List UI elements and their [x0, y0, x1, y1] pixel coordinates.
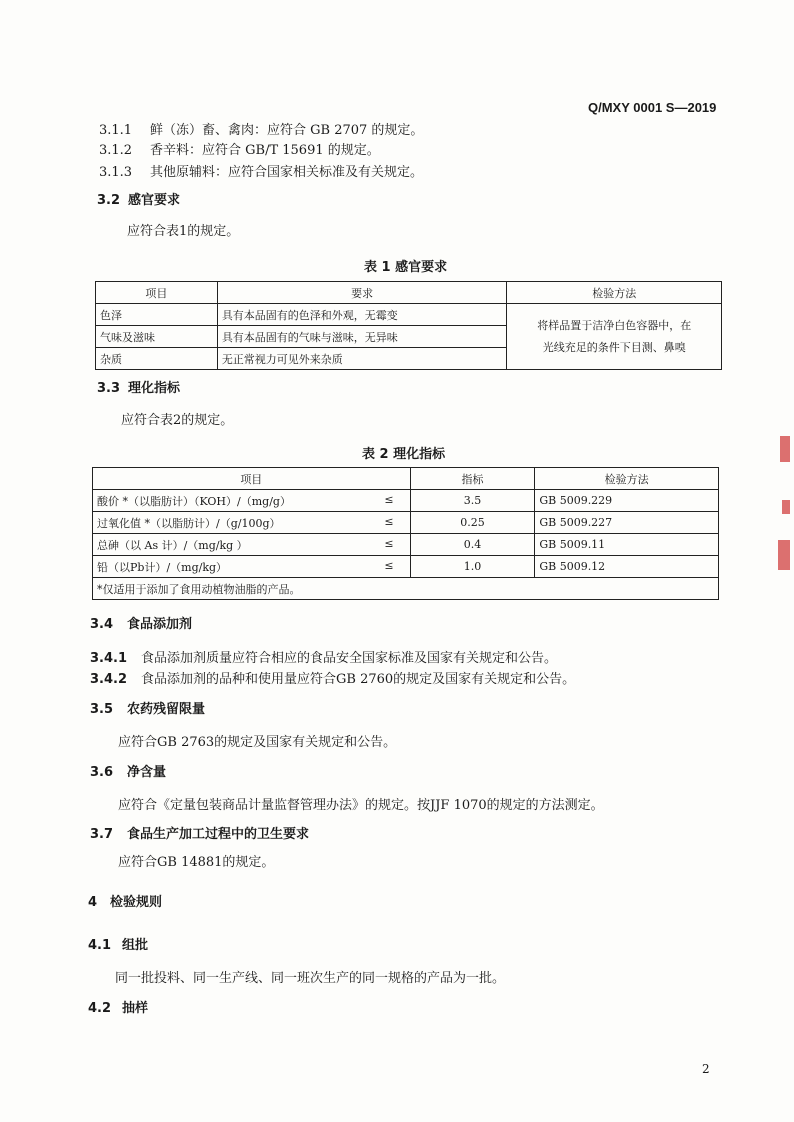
header-cell: 指标: [410, 468, 535, 490]
clause-3-4-2: [90, 668, 575, 687]
heading-number: 3.3: [97, 381, 121, 396]
clause-number: 3.1.2: [99, 143, 133, 158]
method-cell: GB 5009.227: [535, 512, 719, 534]
heading-title: 检验规则: [110, 895, 163, 910]
paragraph-3-2: 应符合表1的规定。: [127, 224, 240, 239]
table2: [92, 467, 719, 600]
paragraph-3-6: 应符合《定量包装商品计量监督管理办法》的规定。按JJF 1070的规定的方法测定。: [118, 798, 604, 813]
clause-3-1-1: [99, 119, 423, 138]
value-cell: 1.0: [410, 556, 535, 578]
value-cell: 3.5: [410, 490, 535, 512]
clause-3-1-3: [99, 161, 423, 180]
requirement-cell: 无正常视力可见外来杂质: [217, 348, 507, 370]
method-line: 光线充足的条件下目测、鼻嗅: [542, 340, 686, 354]
clause-3-4-1: [90, 647, 557, 666]
footnote-cell: *仅适用于添加了食用动植物油脂的产品。: [93, 578, 719, 600]
clause-3-1-2: [99, 139, 380, 158]
heading-4-1: [88, 934, 148, 953]
requirement-cell: 具有本品固有的气味与滋味，无异味: [217, 326, 507, 348]
item-cell: 气味及滋味: [96, 326, 218, 348]
table-footnote-row: [93, 578, 719, 600]
operator: ≤: [384, 558, 394, 572]
clause-text: 鲜（冻）畜、禽肉：应符合 GB 2707 的规定。: [150, 123, 424, 138]
table-row: [93, 556, 719, 578]
clause-text: 食品添加剂的品种和使用量应符合GB 2760的规定及国家有关规定和公告。: [141, 672, 576, 687]
header-cell: 项目: [96, 282, 218, 304]
heading-3-4: [90, 613, 192, 632]
paragraph-3-5: 应符合GB 2763的规定及国家有关规定和公告。: [118, 735, 397, 750]
heading-title: 净含量: [127, 765, 167, 780]
heading-number: 4: [88, 895, 98, 910]
clause-number: 3.1.3: [99, 165, 133, 180]
heading-number: 3.4: [90, 617, 114, 632]
item-label: 酸价 *（以脂肪计）（KOH）/（mg/g）: [97, 494, 291, 508]
heading-number: 4.2: [88, 1001, 112, 1016]
clause-text: 食品添加剂质量应符合相应的食品安全国家标准及国家有关规定和公告。: [141, 651, 558, 666]
operator: ≤: [384, 514, 394, 528]
heading-3-7: [90, 823, 309, 842]
operator: ≤: [384, 536, 394, 550]
method-line: 将样品置于洁净白色容器中，在: [537, 318, 692, 332]
method-cell: GB 5009.12: [535, 556, 719, 578]
heading-title: 理化指标: [128, 381, 181, 396]
header-cell: 检验方法: [507, 282, 722, 304]
heading-number: 3.5: [90, 702, 114, 717]
heading-3-6: [90, 761, 166, 780]
document-number: Q/MXY 0001 S—2019: [588, 100, 717, 115]
heading-number: 3.7: [90, 827, 114, 842]
heading-3-5: [90, 698, 205, 717]
heading-number: 3.6: [90, 765, 114, 780]
table-row: [93, 512, 719, 534]
page-number: 2: [702, 1062, 710, 1076]
table-header-row: [93, 468, 719, 490]
paragraph-4-1: 同一批投料、同一生产线、同一班次生产的同一规格的产品为一批。: [115, 971, 506, 986]
item-cell: [93, 556, 411, 578]
method-cell: GB 5009.11: [535, 534, 719, 556]
value-cell: 0.25: [410, 512, 535, 534]
table-row: [93, 490, 719, 512]
header-cell: 要求: [217, 282, 507, 304]
seal-mark: [778, 540, 790, 570]
item-cell: [93, 490, 411, 512]
seal-mark: [782, 500, 790, 514]
table-row: [96, 304, 722, 326]
heading-title: 组批: [122, 938, 149, 953]
clause-text: 香辛料：应符合 GB/T 15691 的规定。: [150, 143, 380, 158]
clause-number: 3.4.2: [90, 672, 128, 687]
paragraph-3-7: 应符合GB 14881的规定。: [118, 855, 275, 870]
clause-text: 其他原辅料：应符合国家相关标准及有关规定。: [150, 165, 424, 180]
item-label: 总砷（以 As 计）/（mg/kg ）: [97, 538, 248, 552]
heading-4: [88, 891, 162, 910]
table2-caption: 表 2 理化指标: [362, 447, 446, 462]
heading-title: 食品添加剂: [127, 617, 193, 632]
value-cell: 0.4: [410, 534, 535, 556]
method-cell: GB 5009.229: [535, 490, 719, 512]
item-cell: 色泽: [96, 304, 218, 326]
heading-3-2: [97, 189, 180, 208]
operator: ≤: [384, 492, 394, 506]
heading-4-2: [88, 997, 148, 1016]
item-cell: [93, 534, 411, 556]
item-cell: 杂质: [96, 348, 218, 370]
header-cell: 检验方法: [535, 468, 719, 490]
table-row: [93, 534, 719, 556]
heading-number: 3.2: [97, 193, 121, 208]
heading-title: 抽样: [122, 1001, 149, 1016]
requirement-cell: 具有本品固有的色泽和外观，无霉变: [217, 304, 507, 326]
heading-3-3: [97, 377, 180, 396]
table1-caption: 表 1 感官要求: [364, 260, 448, 275]
heading-title: 感官要求: [128, 193, 181, 208]
clause-number: 3.1.1: [99, 123, 133, 138]
table1: [95, 281, 722, 370]
table-header-row: [96, 282, 722, 304]
clause-number: 3.4.1: [90, 651, 128, 666]
item-cell: [93, 512, 411, 534]
heading-number: 4.1: [88, 938, 112, 953]
paragraph-3-3: 应符合表2的规定。: [121, 413, 234, 428]
heading-title: 农药残留限量: [127, 702, 206, 717]
header-cell: 项目: [93, 468, 411, 490]
heading-title: 食品生产加工过程中的卫生要求: [127, 827, 310, 842]
item-label: 过氧化值 *（以脂肪计）/（g/100g）: [97, 516, 281, 530]
method-cell: [507, 304, 722, 370]
item-label: 铅（以Pb计）/（mg/kg）: [97, 560, 228, 574]
seal-mark: [780, 436, 790, 462]
